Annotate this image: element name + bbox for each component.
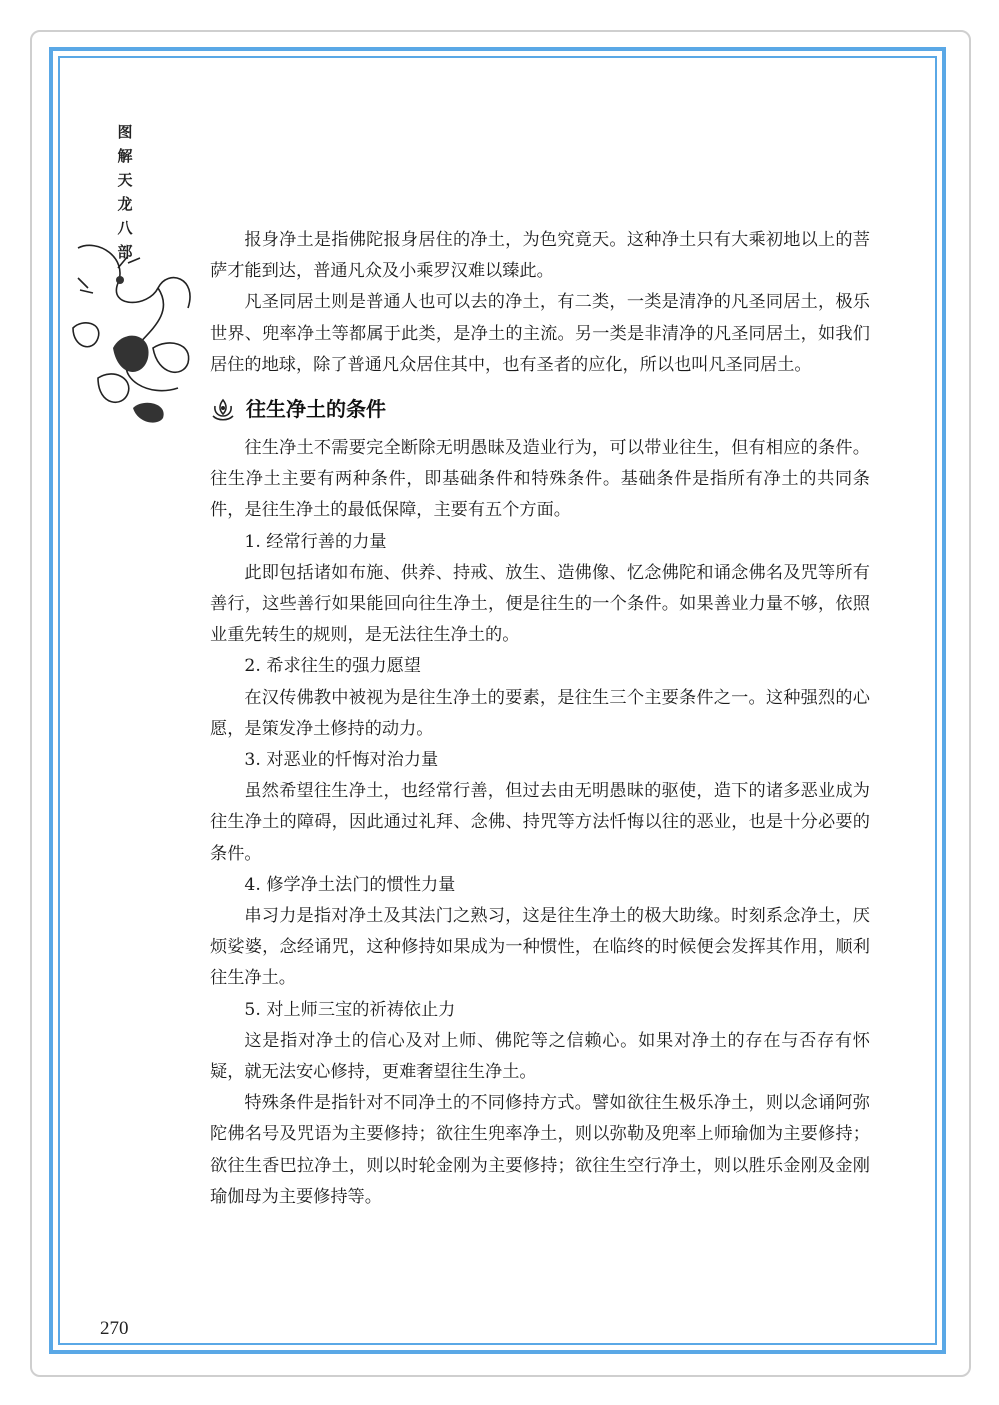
paragraph: 报身净土是指佛陀报身居住的净土，为色究竟天。这种净土只有大乘初地以上的菩萨才能到达，普通凡众及小乘罗汉难以臻此。 bbox=[210, 230, 870, 282]
main-content bbox=[210, 225, 870, 1213]
item-heading: 3. 对恶业的忏悔对治力量 bbox=[244, 750, 439, 771]
paragraph: 凡圣同居土则是普通人也可以去的净土，有二类，一类是清净的凡圣同居土，极乐世界、兜率净土等都属于此类，是净土的主流。另一类是非清净的凡圣同居土，如我们居住的地球，除了普通凡众居住其中，也有圣者的应化，所以也叫凡圣同居土。 bbox=[210, 292, 870, 375]
item-heading: 5. 对上师三宝的祈祷依止力 bbox=[244, 999, 456, 1020]
section-heading bbox=[210, 393, 870, 427]
paragraph: 特殊条件是指针对不同净土的不同修持方式。譬如欲往生极乐净土，则以念诵阿弥陀佛名号及咒语为主要修持；欲往生兜率净土，则以弥勒及兜率上师瑜伽为主要修持；欲往生香巴拉净土，则以时轮金刚为主要修持；欲往生空行净土，则以胜乐金刚及金刚瑜伽母为主要修持等。 bbox=[210, 1093, 870, 1207]
item-body: 串习力是指对净土及其法门之熟习，这是往生净土的极大助缘。时刻系念净土，厌烦娑婆，念经诵咒，这种修持如果成为一种惯性，在临终的时候便会发挥其作用，顺利往生净土。 bbox=[210, 906, 870, 989]
item-heading: 2. 希求往生的强力愿望 bbox=[244, 656, 421, 677]
dragon-illustration bbox=[58, 228, 208, 428]
item-heading: 1. 经常行善的力量 bbox=[244, 531, 387, 552]
lotus-icon bbox=[210, 397, 236, 423]
item-body: 在汉传佛教中被视为是往生净土的要素，是往生三个主要条件之一。这种强烈的心愿，是策发净土修持的动力。 bbox=[210, 687, 870, 739]
running-head-char: 解 bbox=[117, 147, 133, 165]
section-title: 往生净土的条件 bbox=[246, 397, 386, 422]
running-head-char: 天 bbox=[117, 171, 133, 189]
running-head-char: 图 bbox=[117, 123, 133, 141]
running-head-char: 部 bbox=[117, 243, 133, 261]
item-body: 虽然希望往生净土，也经常行善，但过去由无明愚昧的驱使，造下的诸多恶业成为往生净土的障碍，因此通过礼拜、念佛、持咒等方法忏悔以往的恶业，也是十分必要的条件。 bbox=[210, 781, 870, 864]
running-head-char: 八 bbox=[117, 219, 133, 237]
item-body: 这是指对净土的信心及对上师、佛陀等之信赖心。如果对净土的存在与否存有怀疑，就无法安心修持，更难奢望往生净土。 bbox=[210, 1030, 870, 1083]
item-body: 此即包括诸如布施、供养、持戒、放生、造佛像、忆念佛陀和诵念佛名及咒等所有善行，这些善行如果能回向往生净土，便是往生的一个条件。如果善业力量不够，依照业重先转生的规则，是无法往生净土的。 bbox=[210, 562, 870, 646]
item-heading: 4. 修学净土法门的惯性力量 bbox=[244, 874, 456, 895]
page-number: 270 bbox=[100, 1318, 129, 1339]
running-head-char: 龙 bbox=[117, 195, 133, 213]
paragraph: 往生净土不需要完全断除无明愚昧及造业行为，可以带业往生，但有相应的条件。往生净土主要有两种条件，即基础条件和特殊条件。基础条件是指所有净土的共同条件，是往生净土的最低保障，主要有五个方面。 bbox=[210, 438, 870, 521]
